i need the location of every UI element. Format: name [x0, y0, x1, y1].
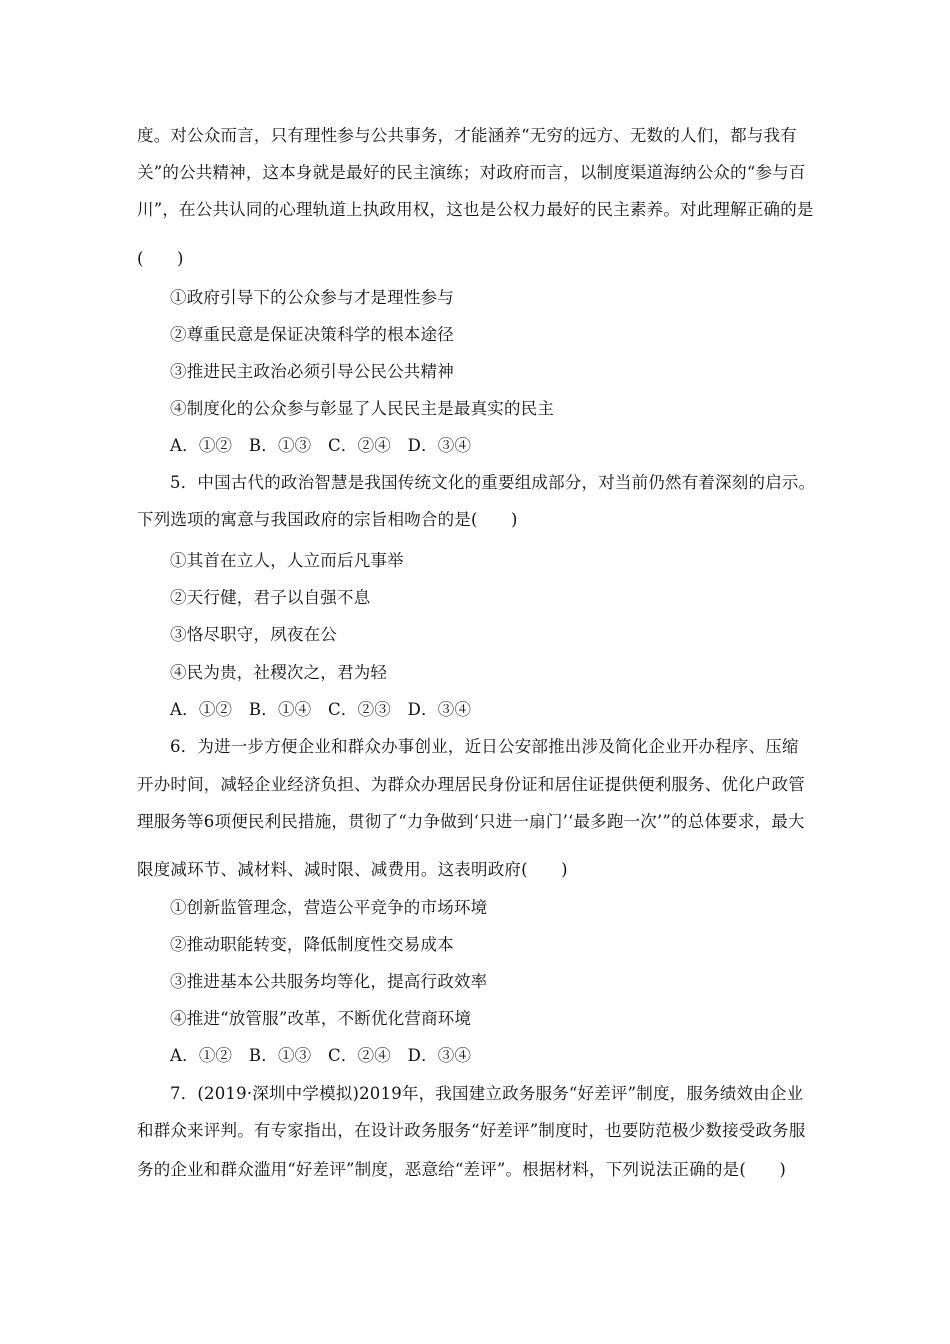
q4-option: ①政府引导下的公众参与才是理性参与	[170, 288, 454, 307]
q6-option: ①创新监管理念，营造公平竞争的市场环境	[170, 898, 488, 917]
q4-option: ③推进民主政治必须引导公民公共精神	[170, 362, 454, 381]
q7-stem-line: 和群众来评判。有专家指出，在设计政务服务“好差评”制度时，也要防范极少数接受政务服	[137, 1121, 806, 1140]
q4-option: ④制度化的公众参与彰显了人民民主是最真实的民主	[170, 399, 555, 418]
q6-option: ④推进“放管服”改革，不断优化营商环境	[170, 1009, 472, 1028]
q5-option: ①其首在立人，人立而后凡事举	[170, 551, 404, 570]
q7-stem-line: 务的企业和群众滥用“好差评”制度，恶意给“差评”。根据材料，下列说法正确的是( )	[137, 1160, 787, 1179]
q4-answer-choices: A．①② B．①③ C．②④ D．③④	[170, 436, 472, 455]
q6-stem-line: 开办时间，减轻企业经济负担、为群众办理居民身份证和居住证提供便利服务、优化户政管	[137, 775, 805, 794]
q6-stem-line: 限度减环节、减材料、减时限、减费用。这表明政府( )	[137, 860, 568, 879]
q6-stem-line: 理服务等6项便民利民措施，贯彻了“力争做到‘只进一扇门’‘最多跑一次’”的总体要求，最大	[137, 812, 805, 831]
q4-stem-line: ( )	[137, 249, 184, 268]
q5-option: ②天行健，君子以自强不息	[170, 588, 371, 607]
q4-stem-line: 川”，在公共认同的心理轨道上执政用权，这也是公权力最好的民主素养。对此理解正确的是	[137, 200, 814, 219]
q5-stem-line: 5．中国古代的政治智慧是我国传统文化的重要组成部分，对当前仍然有着深刻的启示。	[170, 473, 816, 492]
q5-stem-line: 下列选项的寓意与我国政府的宗旨相吻合的是( )	[137, 510, 518, 529]
q6-option: ③推进基本公共服务均等化，提高行政效率	[170, 972, 488, 991]
q6-option: ②推动职能转变，降低制度性交易成本	[170, 935, 454, 954]
q6-answer-choices: A．①② B．①③ C．②④ D．③④	[170, 1046, 472, 1065]
q4-stem-line: 度。对公众而言，只有理性参与公共事务，才能涵养“无穷的远方、无数的人们，都与我有	[137, 126, 797, 145]
q4-stem-line: 关”的公共精神，这本身就是最好的民主演练；对政府而言，以制度渠道海纳公众的“参与百	[137, 163, 806, 182]
q5-option: ③恪尽职守，夙夜在公	[170, 625, 337, 644]
q7-stem-line: 7．(2019·深圳中学模拟)2019年，我国建立政务服务“好差评”制度，服务绩效由企业	[170, 1084, 804, 1103]
q4-option: ②尊重民意是保证决策科学的根本途径	[170, 325, 454, 344]
q6-stem-line: 6．为进一步方便企业和群众办事创业，近日公安部推出涉及简化企业开办程序、压缩	[170, 737, 799, 756]
q5-answer-choices: A．①② B．①④ C．②③ D．③④	[170, 700, 472, 719]
q5-option: ④民为贵，社稷次之，君为轻	[170, 663, 388, 682]
